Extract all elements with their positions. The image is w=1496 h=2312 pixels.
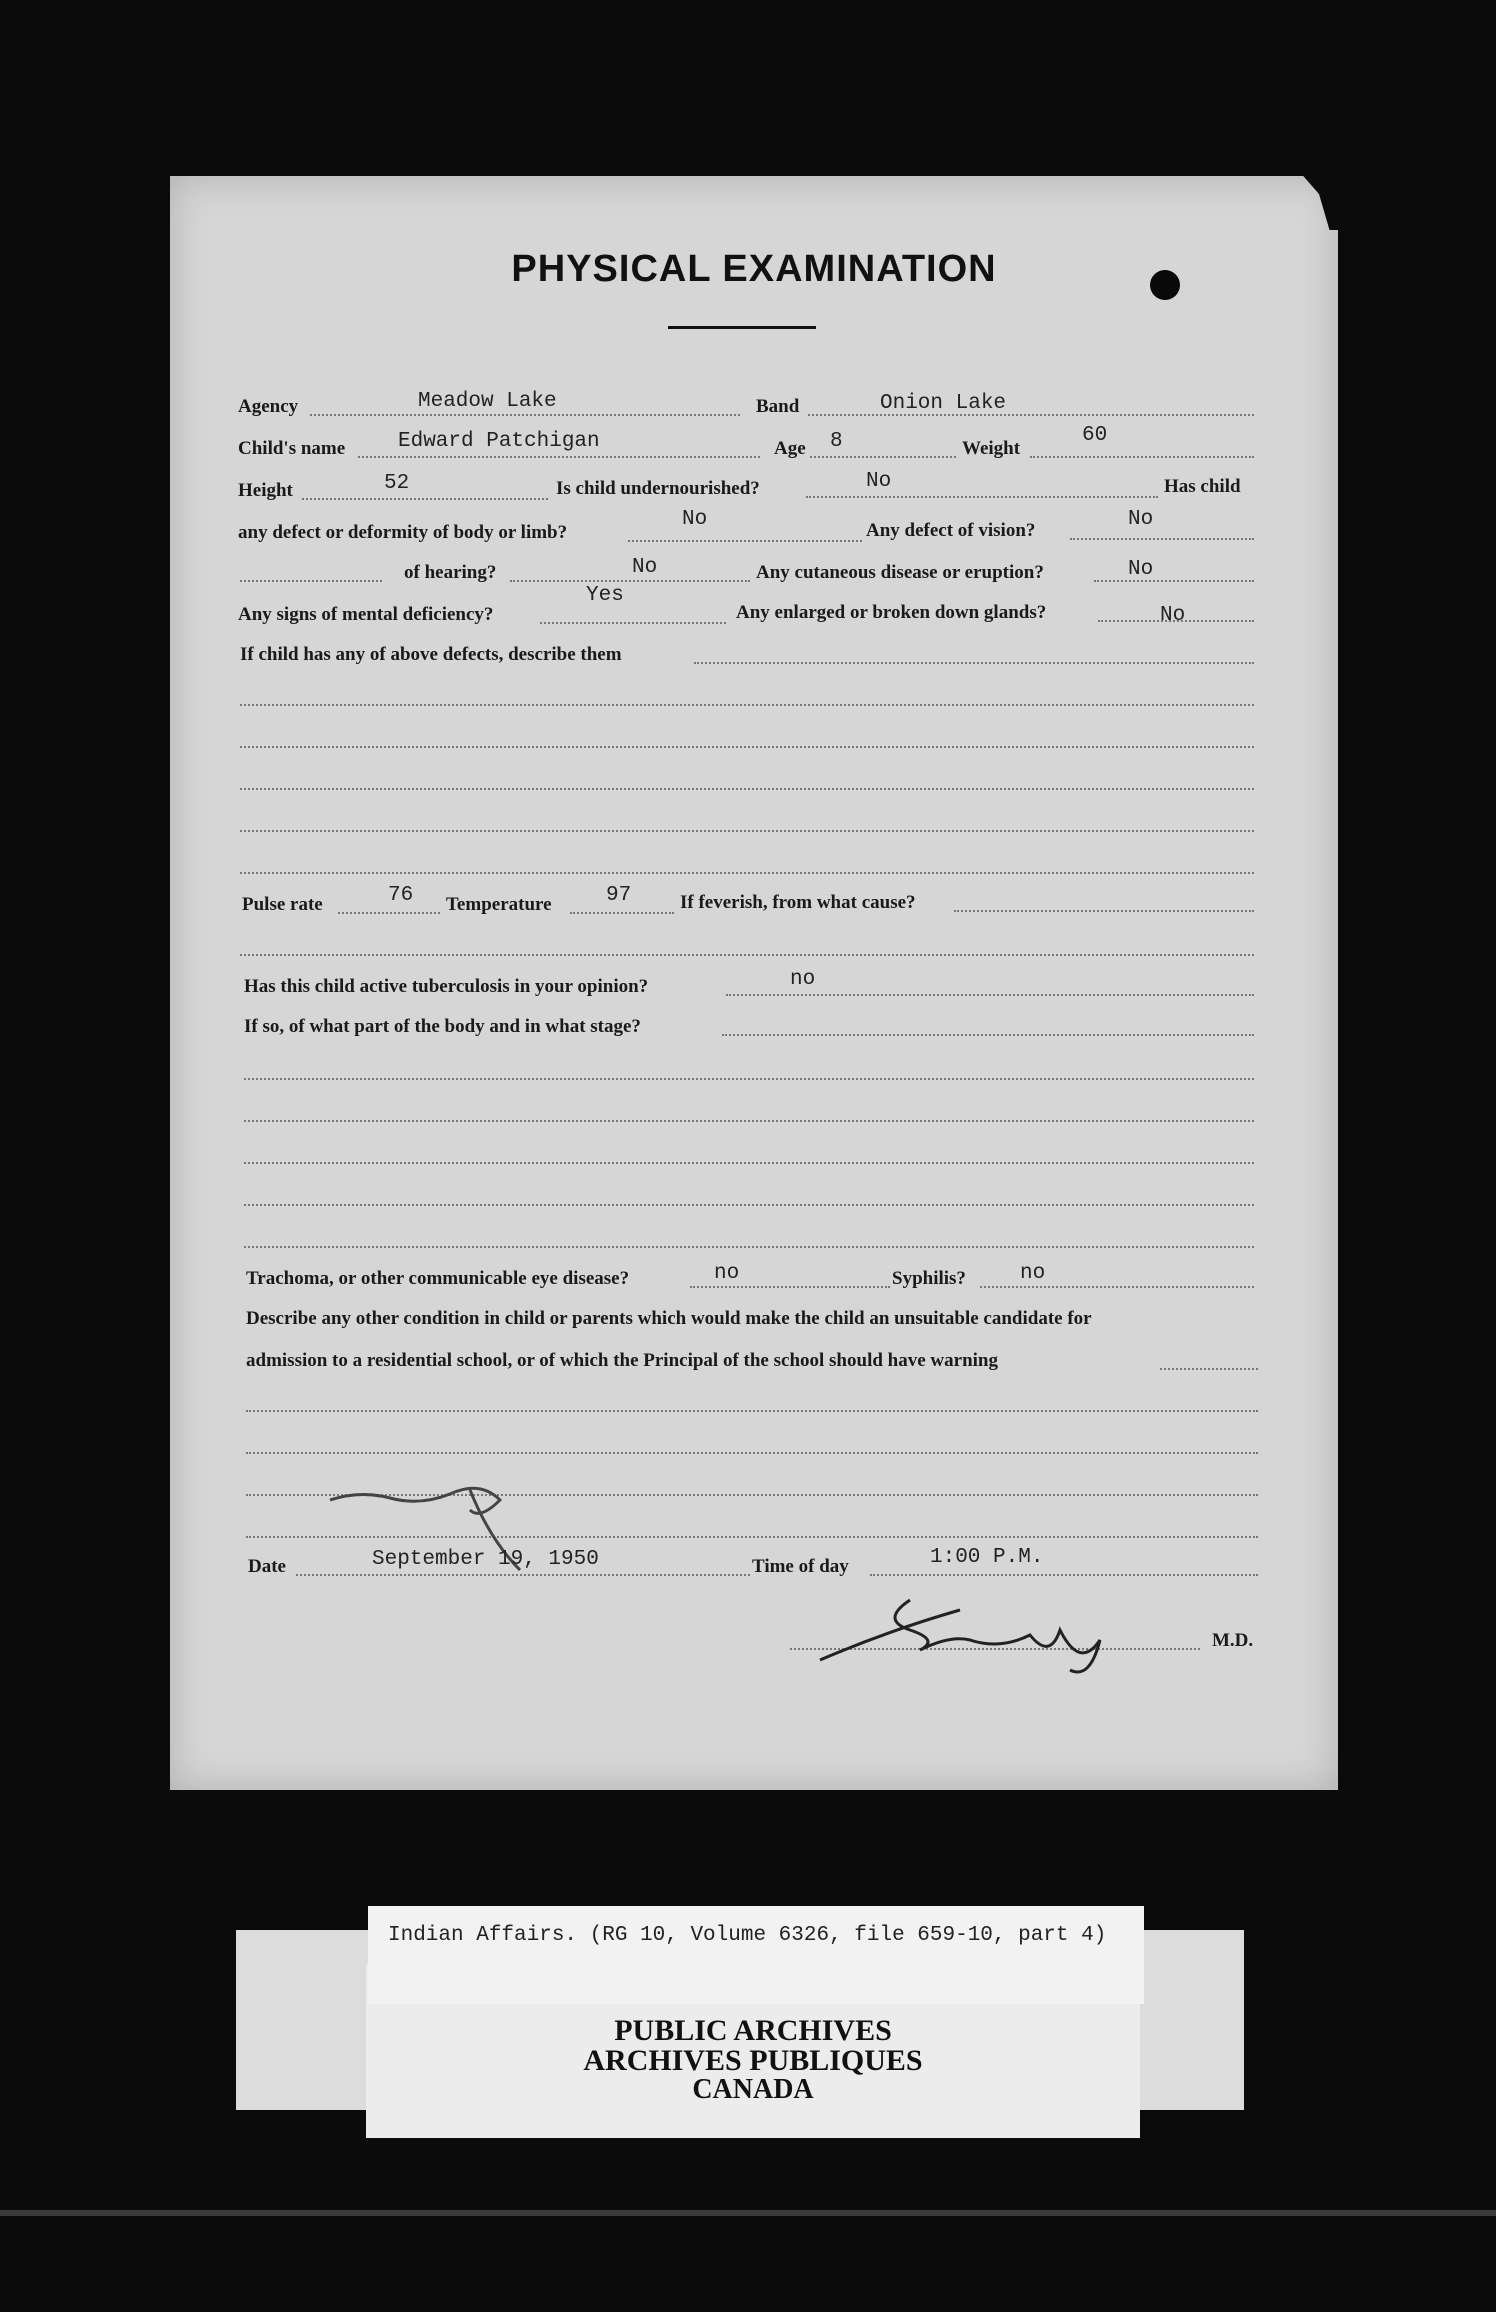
vision-line bbox=[1070, 538, 1254, 540]
blank-line bbox=[240, 872, 1254, 874]
pulse-value: 76 bbox=[388, 884, 414, 907]
undernourished-line bbox=[806, 496, 1158, 498]
mental-value: Yes bbox=[586, 584, 624, 607]
form-title: PHYSICAL EXAMINATION bbox=[511, 248, 997, 290]
archive-reference-strip bbox=[368, 1906, 1144, 2004]
trachoma-label: Trachoma, or other communicable eye disease? bbox=[246, 1268, 630, 1289]
syphilis-value: no bbox=[1020, 1262, 1046, 1285]
blank-line bbox=[240, 830, 1254, 832]
tuberculosis-label: Has this child active tuberculosis in your opinion? bbox=[244, 976, 649, 997]
age-value: 8 bbox=[830, 430, 843, 453]
blank-line bbox=[246, 1452, 1258, 1454]
defect-body-value: No bbox=[682, 508, 708, 531]
cutaneous-value: No bbox=[1128, 558, 1154, 581]
hearing-lead-line bbox=[240, 580, 382, 582]
syphilis-label: Syphilis? bbox=[892, 1268, 966, 1289]
other-condition-label: Describe any other condition in child or parents which would make the child an unsuitable candidate for bbox=[246, 1308, 1092, 1329]
other-condition-label-cont: admission to a residential school, or of which the Principal of the school should have warning bbox=[246, 1350, 998, 1371]
age-label: Age bbox=[774, 438, 806, 459]
film-edge bbox=[0, 2210, 1496, 2216]
glands-value: No bbox=[1160, 604, 1186, 627]
time-label: Time of day bbox=[752, 1556, 849, 1577]
tb-stage-line bbox=[722, 1034, 1254, 1036]
blank-line bbox=[240, 746, 1254, 748]
blank-line bbox=[244, 1162, 1254, 1164]
tuberculosis-line bbox=[726, 994, 1254, 996]
temperature-line bbox=[570, 912, 674, 914]
has-child-label: Has child bbox=[1164, 476, 1241, 497]
band-value: Onion Lake bbox=[880, 392, 1007, 415]
blank-line bbox=[244, 1204, 1254, 1206]
temperature-label: Temperature bbox=[446, 894, 552, 915]
trachoma-line bbox=[690, 1286, 890, 1288]
tb-stage-label: If so, of what part of the body and in what stage? bbox=[244, 1016, 641, 1037]
archive-reference: Indian Affairs. (RG 10, Volume 6326, file 659-10, part 4) bbox=[388, 1924, 1107, 1947]
temperature-value: 97 bbox=[606, 884, 632, 907]
mental-label: Any signs of mental deficiency? bbox=[238, 604, 494, 625]
syphilis-line bbox=[980, 1286, 1254, 1288]
md-label: M.D. bbox=[1212, 1630, 1254, 1651]
child-name-value: Edward Patchigan bbox=[398, 430, 600, 453]
feverish-line bbox=[954, 910, 1254, 912]
pulse-label: Pulse rate bbox=[242, 894, 323, 915]
undernourished-label: Is child undernourished? bbox=[556, 478, 760, 499]
blank-line bbox=[244, 1120, 1254, 1122]
archive-line-3: CANADA bbox=[692, 2074, 814, 2105]
time-line bbox=[870, 1574, 1258, 1576]
date-label: Date bbox=[248, 1556, 286, 1577]
weight-value: 60 bbox=[1082, 424, 1108, 447]
trachoma-value: no bbox=[714, 1262, 740, 1285]
hearing-label: of hearing? bbox=[404, 562, 497, 583]
vision-value: No bbox=[1128, 508, 1154, 531]
feverish-label: If feverish, from what cause? bbox=[680, 892, 916, 913]
band-line bbox=[808, 414, 1254, 416]
undernourished-value: No bbox=[866, 470, 892, 493]
describe-defects-label: If child has any of above defects, describe them bbox=[240, 644, 622, 665]
child-name-line bbox=[358, 456, 760, 458]
date-value: September 19, 1950 bbox=[372, 1548, 599, 1571]
date-line bbox=[296, 1574, 750, 1576]
archive-line-2: ARCHIVES PUBLIQUES bbox=[583, 2044, 923, 2077]
blank-line bbox=[240, 788, 1254, 790]
physician-signature bbox=[800, 1580, 1160, 1690]
tuberculosis-value: no bbox=[790, 968, 816, 991]
blank-line bbox=[244, 1078, 1254, 1080]
child-name-label: Child's name bbox=[238, 438, 346, 459]
agency-line bbox=[310, 414, 740, 416]
age-line bbox=[810, 456, 956, 458]
agency-value: Meadow Lake bbox=[418, 390, 557, 413]
glands-label: Any enlarged or broken down glands? bbox=[736, 602, 1047, 623]
blank-line bbox=[244, 1246, 1254, 1248]
agency-label: Agency bbox=[238, 396, 299, 417]
height-value: 52 bbox=[384, 472, 410, 495]
weight-label: Weight bbox=[962, 438, 1021, 459]
hearing-line bbox=[510, 580, 750, 582]
blank-line bbox=[240, 954, 1254, 956]
cutaneous-label: Any cutaneous disease or eruption? bbox=[756, 562, 1044, 583]
describe-defects-line bbox=[694, 662, 1254, 664]
cutaneous-line bbox=[1094, 580, 1254, 582]
band-label: Band bbox=[756, 396, 800, 417]
time-value: 1:00 P.M. bbox=[930, 1546, 1044, 1569]
weight-line bbox=[1030, 456, 1254, 458]
vision-label: Any defect of vision? bbox=[866, 520, 1036, 541]
archive-line-1: PUBLIC ARCHIVES bbox=[614, 2014, 892, 2047]
defect-body-line bbox=[628, 540, 862, 542]
height-line bbox=[302, 498, 548, 500]
title-rule bbox=[668, 326, 816, 329]
defect-body-label: any defect or deformity of body or limb? bbox=[238, 522, 568, 543]
hearing-value: No bbox=[632, 556, 658, 579]
blank-line bbox=[246, 1410, 1258, 1412]
blank-line bbox=[240, 704, 1254, 706]
height-label: Height bbox=[238, 480, 293, 501]
other-condition-line bbox=[1160, 1368, 1258, 1370]
mental-line bbox=[540, 622, 726, 624]
pulse-line bbox=[338, 912, 440, 914]
